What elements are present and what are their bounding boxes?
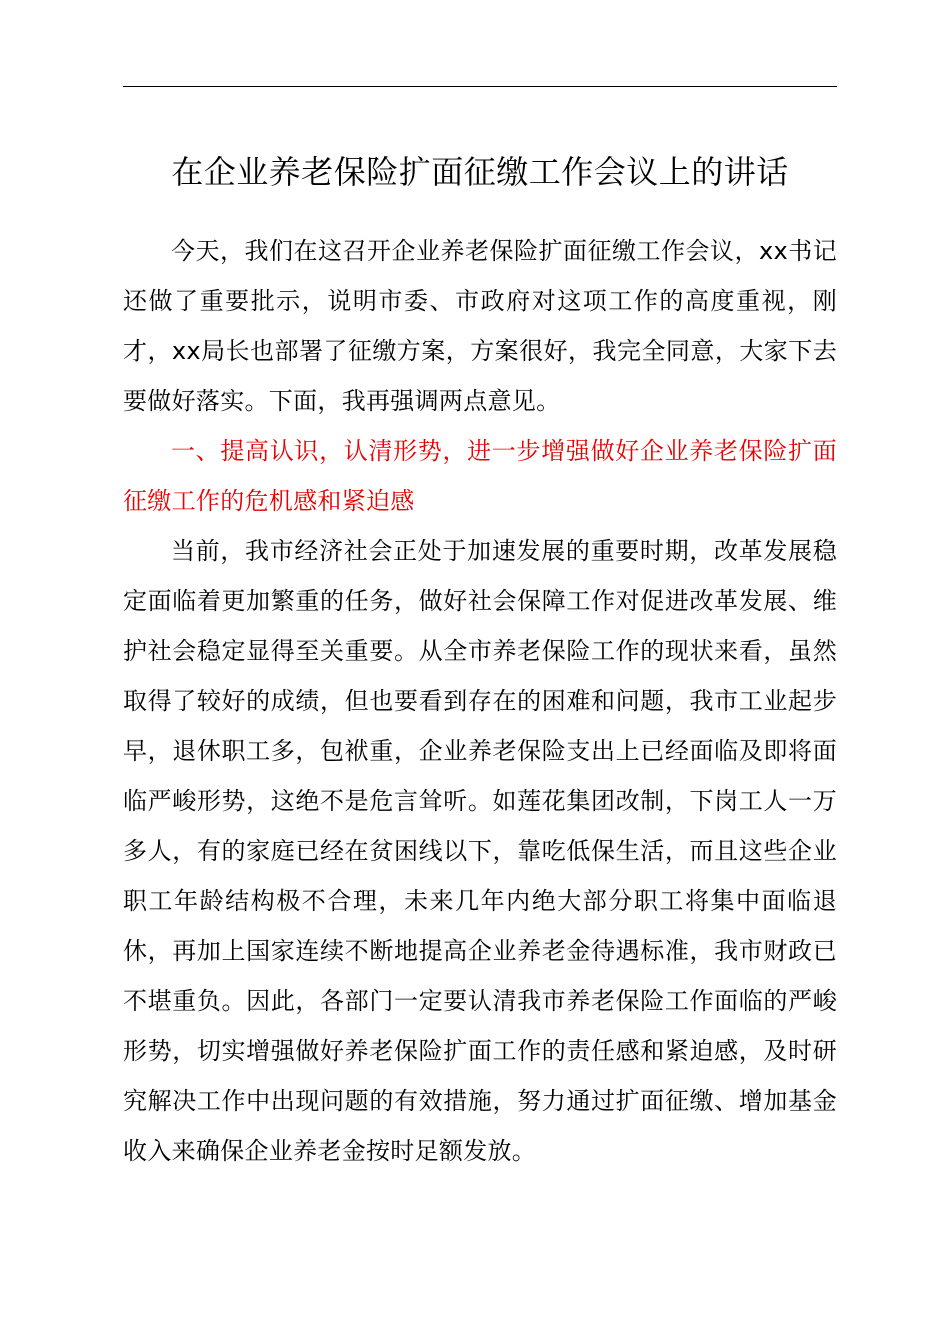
document-body (123, 140, 837, 1176)
intro-paragraph: 今天，我们在这召开企业养老保险扩面征缴工作会议，xx书记还做了重要批示，说明市委、市政府对这项工作的高度重视，刚才，xx局长也部署了征缴方案，方案很好，我完全同意，大家下去要做好落实。下面，我再强调两点意见。 (123, 237, 837, 415)
document-title: 在企业养老保险扩面征缴工作会议上的讲话 (171, 153, 789, 191)
section-1-paragraph: 当前，我市经济社会正处于加速发展的重要时期，改革发展稳定面临着更加繁重的任务，做好社会保障工作对促进改革发展、维护社会稳定显得至关重要。从全市养老保险工作的现状来看，虽然取得了较好的成绩，但也要看到存在的困难和问题，我市工业起步早，退休职工多，包袱重，企业养老保险支出上已经面临及即将面临严峻形势，这绝不是危言耸听。如莲花集团改制，下岗工人一万多人，有的家庭已经在贫困线以下，靠吃低保生活，而且这些企业职工年龄结构极不合理，未来几年内绝大部分职工将集中面临退休，再加上国家连续不断地提高企业养老金待遇标准，我市财政已不堪重负。因此，各部门一定要认清我市养老保险工作面临的严峻形势，切实增强做好养老保险扩面工作的责任感和紧迫感，及时研究解决工作中出现问题的有效措施，努力通过扩面征缴、增加基金收入来确保企业养老金按时足额发放。 (123, 537, 837, 1165)
header-rule (123, 86, 837, 87)
section-1-heading: 一、提高认识，认清形势，进一步增强做好企业养老保险扩面征缴工作的危机感和紧迫感 (123, 437, 837, 515)
